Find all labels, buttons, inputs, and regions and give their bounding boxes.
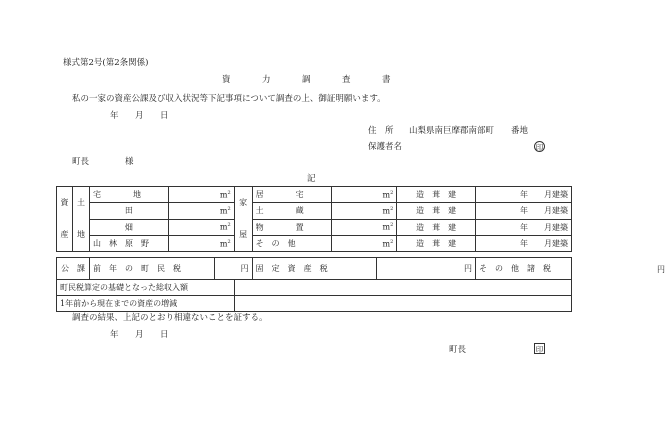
- title-char: 書: [382, 75, 391, 85]
- unit-sup: 2: [227, 222, 231, 229]
- unit-m2: m: [382, 222, 391, 232]
- house-type: そ の 他: [252, 235, 331, 251]
- land-area: [168, 235, 214, 251]
- unit-cell: [377, 187, 397, 203]
- unit-cell: [214, 235, 234, 251]
- unit-m2: m: [219, 206, 228, 216]
- date-year: 年: [110, 111, 119, 121]
- table-row: [57, 258, 572, 280]
- tax-town-label: 前 年 の 町 民 税: [89, 258, 214, 280]
- unit-sup: 2: [390, 222, 394, 229]
- unit-m2: m: [219, 190, 228, 200]
- title-char: 調: [302, 75, 311, 85]
- built-year-cell: 年 月建築: [476, 203, 572, 219]
- unit-sup: 2: [227, 189, 231, 196]
- house-area: [331, 187, 377, 203]
- cert-date-year: 年: [110, 330, 119, 340]
- tax-other-label: そ の 他 諸 税: [479, 264, 552, 273]
- unit-cell: [214, 219, 234, 235]
- table-row: [57, 280, 572, 296]
- house-area: [331, 203, 377, 219]
- table-row: [57, 296, 572, 312]
- addressee-title: 町長: [72, 157, 90, 167]
- house-type: 居 宅: [252, 187, 331, 203]
- address-value: 山梨県南巨摩郡南部町: [409, 126, 495, 136]
- land-type: 山 林 原 野: [89, 235, 168, 251]
- shisan-char: 資: [60, 198, 69, 207]
- addressee-honorific: 様: [125, 157, 134, 167]
- banchi-label: 番地: [511, 126, 529, 136]
- unit-m2: m: [382, 206, 391, 216]
- title-char: 力: [262, 75, 271, 85]
- table-row: [57, 235, 572, 251]
- land-area: [168, 203, 214, 219]
- structure-cell: 造 葺 建: [397, 187, 476, 203]
- unit-cell: [377, 235, 397, 251]
- built-year-cell: 年 月建築: [476, 219, 572, 235]
- request-text: 私の一家の資産公課及び収入状況等下記事項について調査の上、御証明願います。: [72, 94, 386, 104]
- certify-text: 調査の結果、上記のとおり相違ないことを証する。: [72, 313, 268, 323]
- tax-other-yen: 円: [657, 265, 665, 274]
- unit-cell: [377, 203, 397, 219]
- house-header: [234, 187, 252, 252]
- unit-m2: m: [382, 190, 391, 200]
- structure-cell: 造 葺 建: [397, 219, 476, 235]
- tax-fixed-label: 固 定 資 産 税: [252, 258, 377, 280]
- tax-fixed-yen: 円: [377, 258, 476, 280]
- form-number: 様式第2号(第2条関係): [63, 58, 149, 68]
- unit-sup: 2: [227, 238, 231, 245]
- unit-cell: [377, 219, 397, 235]
- built-year-cell: 年 月建築: [476, 187, 572, 203]
- unit-sup: 2: [390, 189, 394, 196]
- unit-sup: 2: [390, 238, 394, 245]
- house-char: 屋: [239, 230, 248, 239]
- change-label: 1年前から現在までの資産の増減: [57, 296, 235, 312]
- guardian-label: 保護者名: [368, 142, 403, 152]
- house-area: [331, 235, 377, 251]
- tax-other-cell: [476, 258, 665, 280]
- cert-date-month: 月: [135, 330, 144, 340]
- land-area: [168, 187, 214, 203]
- structure-cell: 造 葺 建: [397, 203, 476, 219]
- unit-m2: m: [219, 222, 228, 232]
- ki-label: 記: [307, 174, 316, 184]
- address-label: 住 所: [368, 126, 394, 136]
- date-day: 日: [160, 111, 169, 121]
- change-value: [234, 296, 571, 312]
- date-month: 月: [135, 111, 144, 121]
- official-seal-icon: 印: [535, 345, 544, 354]
- title-char: 査: [342, 75, 351, 85]
- asset-table: [56, 186, 665, 312]
- land-header: [72, 187, 89, 252]
- house-char: 家: [239, 198, 248, 207]
- certifier-title: 町長: [449, 345, 467, 355]
- structure-cell: 造 葺 建: [397, 235, 476, 251]
- unit-sup: 2: [390, 206, 394, 213]
- land-char: 土: [76, 198, 85, 207]
- house-type: 物 置: [252, 219, 331, 235]
- seal-icon: 印: [535, 143, 544, 152]
- table-row: [57, 203, 572, 219]
- shisan-char: 産: [60, 230, 69, 239]
- title-char: 資: [222, 75, 231, 85]
- unit-cell: [214, 187, 234, 203]
- income-value: [234, 280, 571, 296]
- shisan-header: [57, 187, 73, 252]
- income-label: 町民税算定の基礎となった総収入額: [57, 280, 235, 296]
- land-type: 田: [89, 203, 168, 219]
- unit-sup: 2: [227, 206, 231, 213]
- koka-header: 公 課: [57, 258, 90, 280]
- tax-town-yen: 円: [214, 258, 252, 280]
- land-area: [168, 219, 214, 235]
- unit-m2: m: [219, 239, 228, 249]
- land-type: 宅 地: [89, 187, 168, 203]
- land-type: 畑: [89, 219, 168, 235]
- cert-date-day: 日: [160, 330, 169, 340]
- table-row: [57, 187, 572, 203]
- house-area: [331, 219, 377, 235]
- unit-m2: m: [382, 239, 391, 249]
- built-year-cell: 年 月建築: [476, 235, 572, 251]
- unit-cell: [214, 203, 234, 219]
- land-char: 地: [76, 230, 85, 239]
- house-type: 土 蔵: [252, 203, 331, 219]
- table-row: [57, 219, 572, 235]
